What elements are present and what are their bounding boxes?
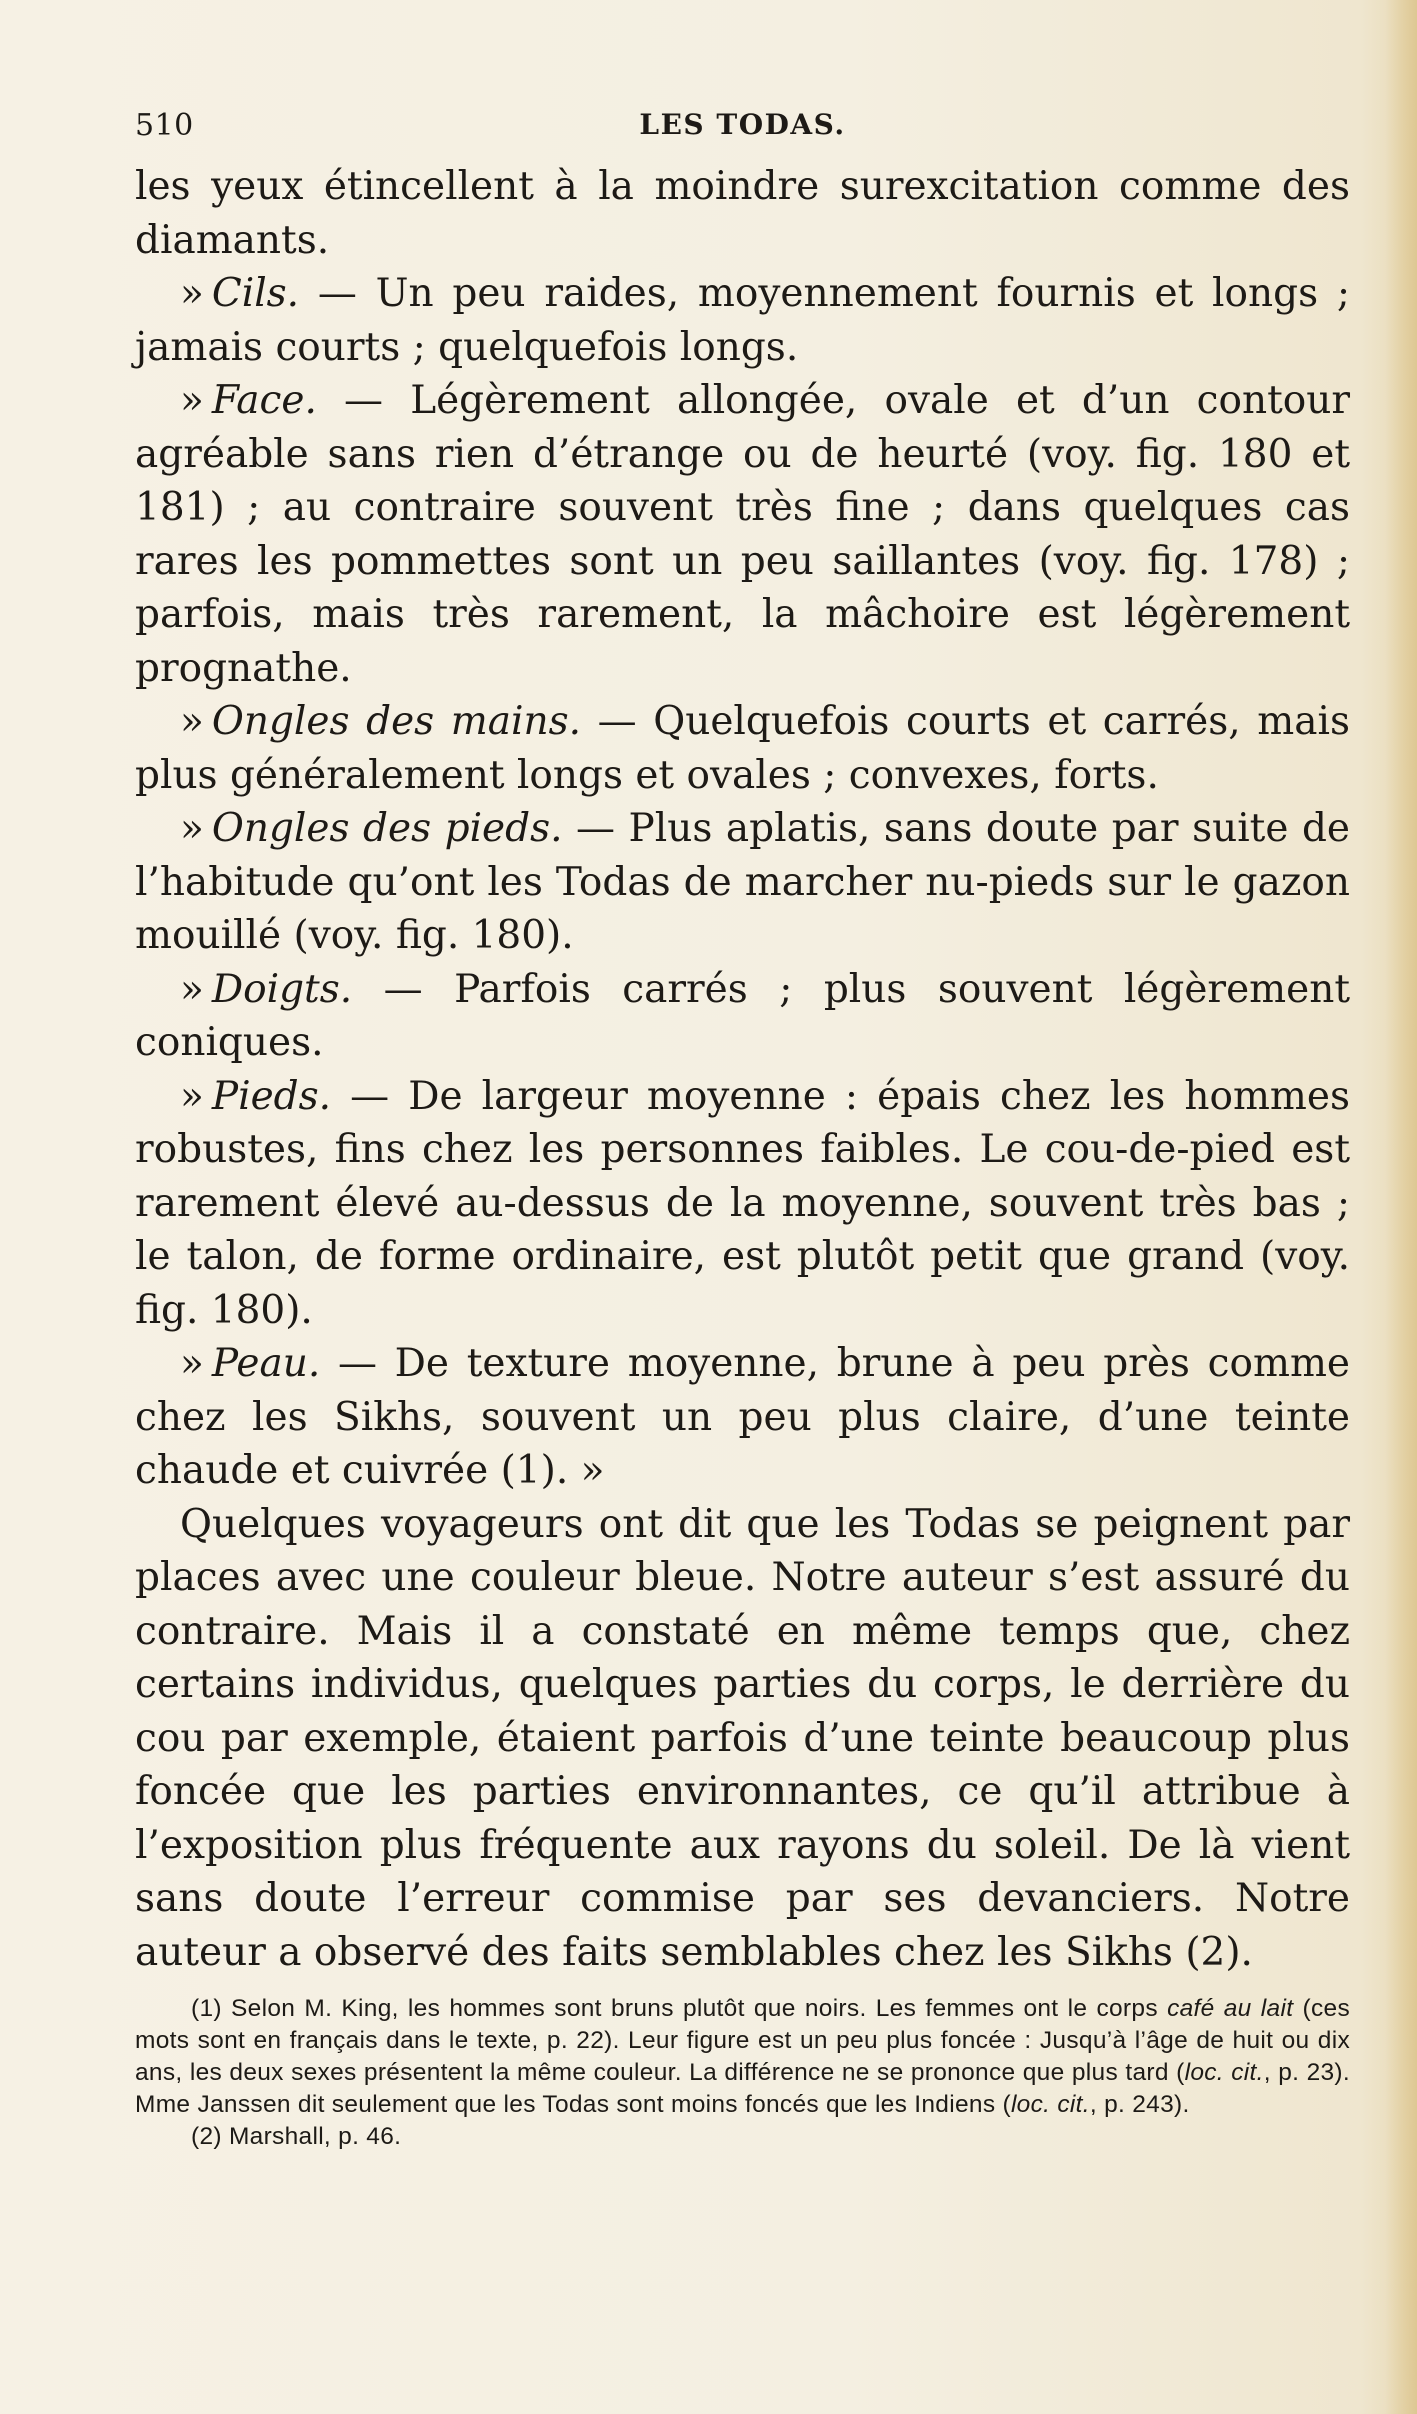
page-edge-shadow [1385,0,1417,2414]
running-title: LES TODAS. [639,108,846,141]
body-text [135,160,1350,1979]
entry-text: — Un peu raides, moyennement fournis et longs ; jamais courts ; quelquefois longs. [135,271,1350,370]
footnote-italic: loc. cit. [1184,2059,1264,2086]
entry-face [135,374,1350,695]
entry-term: Cils. [211,271,300,316]
entry-text: — Plus aplatis, sans doute par suite de l’habitude qu’ont les Todas de marcher nu-pieds sur le gazon mouillé (voy. fig. 180). [135,806,1350,958]
entry-term: Peau. [211,1341,321,1386]
entry-doigts [135,963,1350,1070]
entry-cils [135,267,1350,374]
guillemet: » [180,378,204,423]
guillemet: » [180,271,204,316]
footnote-text: (1) Selon M. King, les hommes sont bruns plutôt que noirs. Les femmes ont le corps [191,1995,1168,2022]
entry-term: Ongles des mains. [211,699,582,744]
entry-text: — Quelquefois courts et carrés, mais plus généralement longs et ovales ; convexes, forts. [135,699,1350,798]
entry-peau [135,1337,1350,1498]
entry-text: — Parfois carrés ; plus souvent légèrement coniques. [135,966,1350,1065]
entry-text: — De texture moyenne, brune à peu près comme chez les Sikhs, souvent un peu plus claire, d’une teinte chaude et cuivrée (1). » [135,1341,1350,1493]
entry-term: Pieds. [211,1073,332,1119]
footnote-text: , p. 243). [1089,2091,1190,2118]
guillemet: » [180,966,204,1012]
page-number: 510 [135,108,194,143]
guillemet: » [180,1073,204,1119]
entry-text: — Légèrement allongée, ovale et d’un contour agréable sans rien d’étrange ou de heurté (voy. fig. 180 et 181) ; au contraire souvent très fine ; dans quelques cas rares les pommettes sont un peu saillantes (voy. fig. 178) ; parfois, mais très rarement, la mâchoire est légèrement prognathe. [135,378,1350,691]
footnote-text: (ces mots sont en français dans le texte, p. 22). Leur figure est un peu plus foncée : Jusqu’à l’âge de huit ou dix ans, les deux sexes présentent la même couleur. La différence ne se prononce que plus tard ( [135,1995,1351,2086]
entry-ongles-pieds [135,802,1350,963]
paragraph-continuation: les yeux étincellent à la moindre surexcitation comme des diamants. [135,164,1350,263]
guillemet: » [180,1341,204,1386]
guillemet: » [180,806,204,851]
entry-term: Doigts. [211,966,353,1012]
footnote-italic: loc. cit. [1010,2091,1090,2118]
entry-text: — De largeur moyenne : épais chez les hommes robustes, fins chez les personnes faibles. Le cou-de-pied est rarement élevé au-dessus de la moyenne, souvent très bas ; le talon, de forme ordinaire, est plutôt petit que grand (voy. fig. 180). [135,1073,1350,1333]
footnotes [135,1993,1350,2153]
entry-ongles-mains [135,695,1350,802]
footnote-2: (2) Marshall, p. 46. [191,2123,402,2150]
guillemet: » [180,699,204,744]
paragraph-voyageurs: Quelques voyageurs ont dit que les Todas se peignent par places avec une couleur bleue. Notre auteur s’est assuré du contraire. Mais il a constaté en même temps que, chez certains individus, quelques parties du corps, le derrière du cou par exemple, étaient parfois d’une teinte beaucoup plus foncée que les parties environnantes, ce qu’il attribue à l’exposition plus fréquente aux rayons du soleil. De là vient sans doute l’erreur commise par ses devanciers. Notre auteur a observé des faits semblables chez les Sikhs (2). [135,1501,1350,1975]
entry-pieds [135,1070,1350,1338]
entry-term: Face. [211,378,317,423]
page-header [135,108,1350,156]
footnote-1 [135,1993,1350,2121]
footnote-italic: café au lait [1167,1995,1294,2022]
footnote-text: , p. 23). Mme Janssen dit seulement que les Todas sont moins foncés que les Indiens ( [135,2059,1350,2118]
entry-term: Ongles des pieds. [211,806,563,851]
